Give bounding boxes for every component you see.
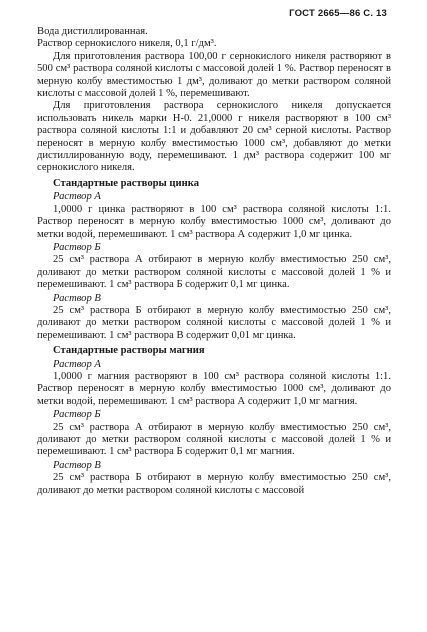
magnesium-solution-c-text: 25 см³ раствора Б отбирают в мерную колбу вместимостью 250 см³, доливают до метки раствором соляной кислоты с массовой <box>37 472 391 496</box>
zinc-solution-a-label: Раствор А <box>53 191 101 203</box>
magnesium-solution-c-label: Раствор В <box>53 459 101 471</box>
magnesium-solution-a-text: 1,0000 г магния растворяют в 100 см³ раствора соляной кислоты 1:1. Раствор переносят в мерную колбу вместимостью 1000 см³, доливают до метки водой, перемешивают. 1 см³ раствора А содержит 1,0 мг магния. <box>37 370 391 407</box>
zinc-solution-c-label: Раствор В <box>53 292 101 304</box>
magnesium-solution-a-label: Раствор А <box>53 358 101 370</box>
zinc-solution-c-text: 25 см³ раствора Б отбирают в мерную колбу вместимостью 250 см³, доливают до метки раствором соляной кислоты с массовой долей 1 % и перемешивают. 1 см³ раствора В содержит 0,01 мг цинка. <box>37 304 391 341</box>
zinc-solution-a-text: 1,0000 г цинка растворяют в 100 см³ раствора соляной кислоты 1:1. Раствор переносят в мерную колбу вместимостью 1000 см³, доливают до метки водой, перемешивают. 1 см³ раствора А содержит 1,0 мг цинка. <box>37 203 391 240</box>
page-header: ГОСТ 2665—86 С. 13 <box>289 8 387 19</box>
magnesium-solution-b-text: 25 см³ раствора А отбирают в мерную колбу вместимостью 250 см³, доливают до метки раствором соляной кислоты с массовой долей 1 % и перемешивают. 1 см³ раствора Б содержит 0,1 мг магния. <box>37 421 391 458</box>
section-heading-zinc: Стандартные растворы цинка <box>53 177 199 189</box>
paragraph-nickel-solution-title: Раствор сернокислого никеля, 0,1 г/дм³. <box>37 38 217 50</box>
paragraph-nickel-alternative: Для приготовления раствора сернокислого никеля допускается использовать никель марки Н-0. 21,0000 г никеля растворяют в 100 см³ раствора соляной кислоты 1:1 и добавляют 20 см³ серной кислоты. Раствор переносят в мерную колбу вместимостью 1000 см³, добавляют до метки дистиллированную воду, перемешивают. 1 дм³ раствора содержит 100 мг сернокислого никеля. <box>37 100 391 174</box>
magnesium-solution-b-label: Раствор Б <box>53 409 101 421</box>
zinc-solution-b-label: Раствор Б <box>53 241 101 253</box>
zinc-solution-b-text: 25 см³ раствора А отбирают в мерную колбу вместимостью 250 см³, доливают до метки раствором соляной кислоты с массовой долей 1 % и перемешивают. 1 см³ раствора Б содержит 0,1 мг цинка. <box>37 254 391 291</box>
section-heading-magnesium: Стандартные растворы магния <box>53 345 205 357</box>
paragraph-distilled-water: Вода дистиллированная. <box>37 26 148 37</box>
document-body <box>37 26 391 497</box>
paragraph-nickel-preparation: Для приготовления раствора 100,00 г сернокислого никеля растворяют в 500 см³ раствора соляной кислоты с массовой долей 1 %. Раствор переносят в мерную колбу вместимостью 1 дм³, доливают до метки раствором соляной кислоты с массовой долей 1 %, перемешивают. <box>37 50 391 100</box>
